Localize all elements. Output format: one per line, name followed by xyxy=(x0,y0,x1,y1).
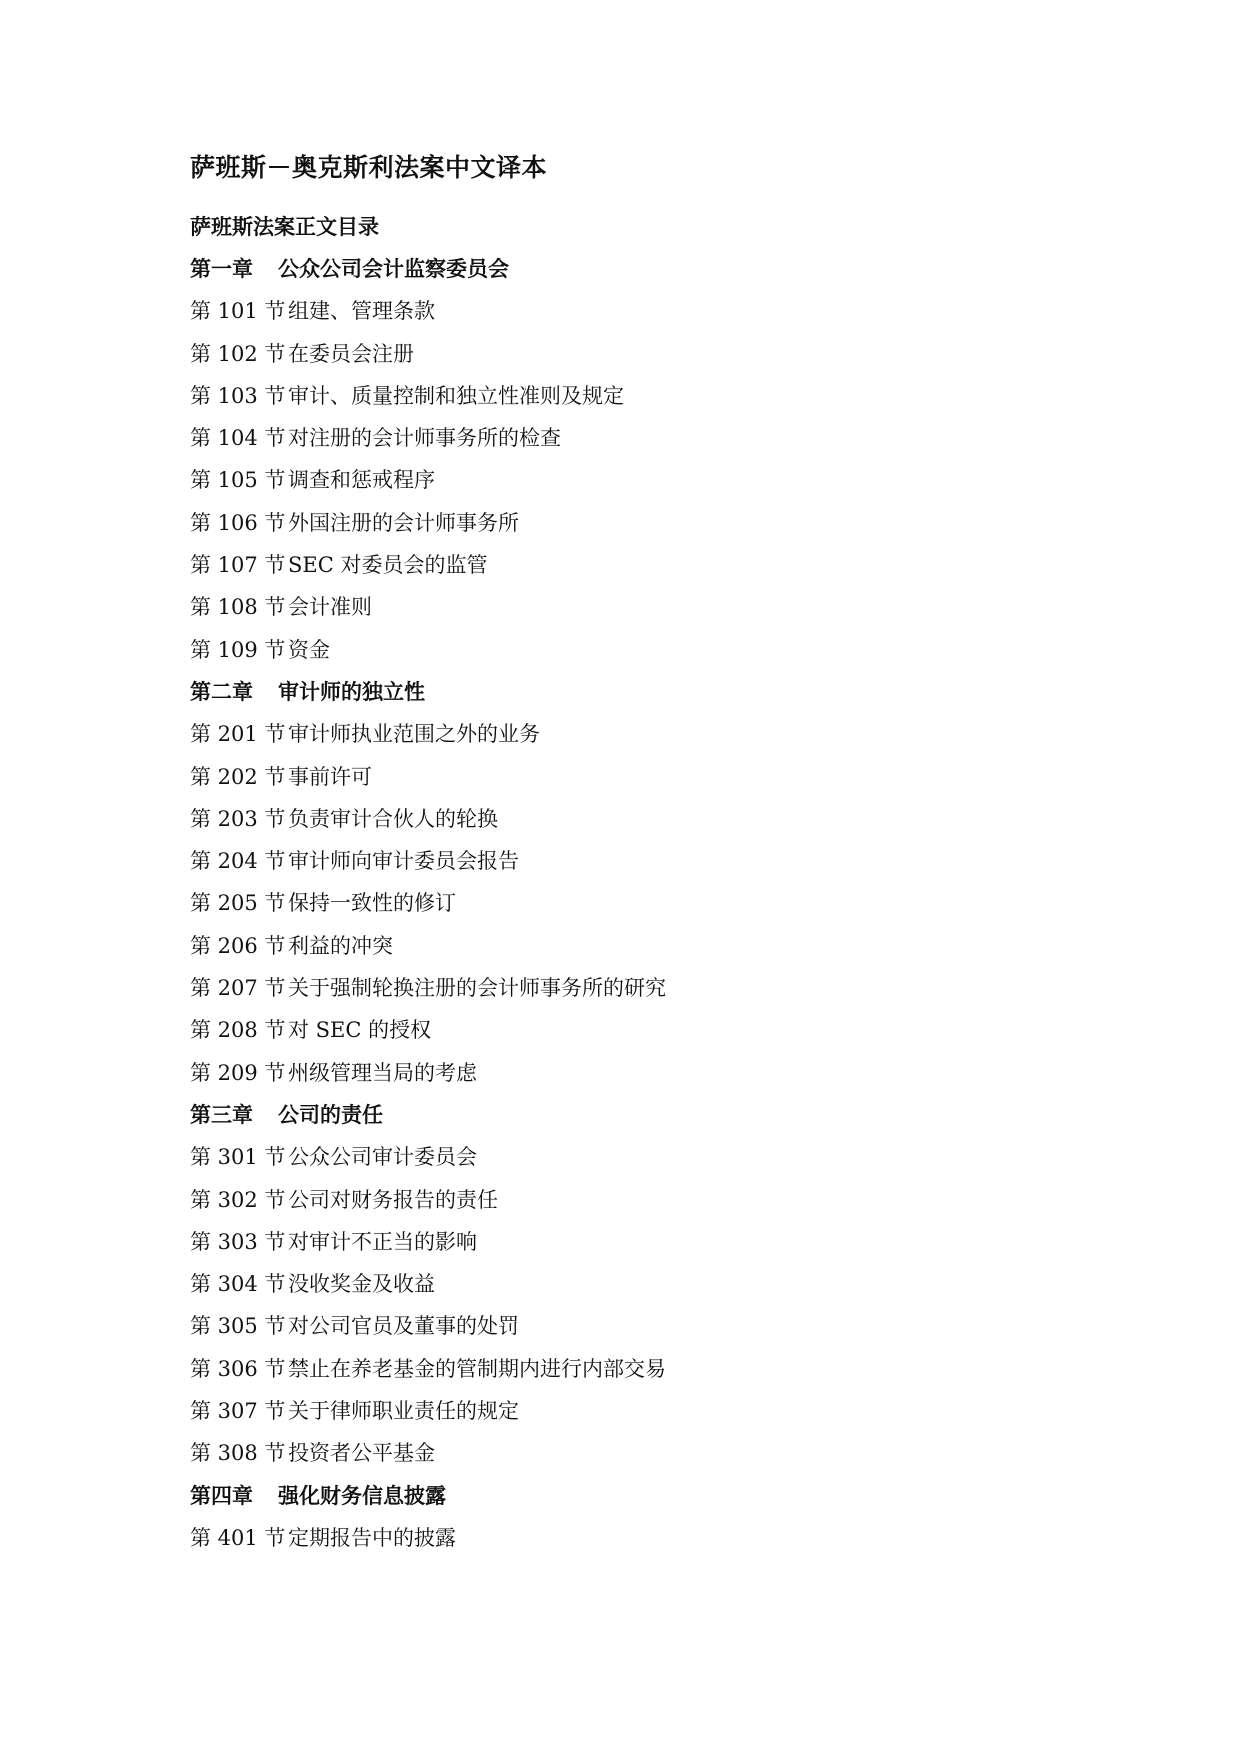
section-title: SEC 对委员会的监管 xyxy=(288,553,488,578)
toc-section-row xyxy=(190,290,1150,332)
section-title: 没收奖金及收益 xyxy=(288,1272,435,1297)
chapter-title: 审计师的独立性 xyxy=(278,679,425,704)
toc-section-row xyxy=(190,798,1150,840)
section-title: 禁止在养老基金的管制期内进行内部交易 xyxy=(288,1356,666,1381)
section-title: 保持一致性的修订 xyxy=(288,891,456,916)
section-number: 第 106 节 xyxy=(190,510,286,535)
section-number: 第 301 节 xyxy=(190,1145,286,1170)
section-title: 关于律师职业责任的规定 xyxy=(288,1399,519,1424)
toc-section-row xyxy=(190,629,1150,671)
chapter-number: 第一章 xyxy=(190,257,253,281)
section-title: 公司对财务报告的责任 xyxy=(288,1187,498,1212)
section-number: 第 305 节 xyxy=(190,1314,286,1339)
section-number: 第 104 节 xyxy=(190,426,286,451)
toc-section-row xyxy=(190,925,1150,967)
section-title: 事前许可 xyxy=(288,764,372,789)
section-number: 第 105 节 xyxy=(190,468,286,493)
toc-chapter-row xyxy=(190,248,1150,290)
toc-section-row xyxy=(190,756,1150,798)
toc-section-row xyxy=(190,1179,1150,1221)
toc-section-row xyxy=(190,882,1150,924)
section-number: 第 302 节 xyxy=(190,1187,286,1212)
section-title: 定期报告中的披露 xyxy=(288,1525,456,1550)
toc-section-row xyxy=(190,333,1150,375)
chapter-number: 第四章 xyxy=(190,1483,253,1508)
section-number: 第 208 节 xyxy=(190,1018,286,1043)
toc-section-row xyxy=(190,417,1150,459)
toc-section-row xyxy=(190,1263,1150,1305)
section-title: 关于强制轮换注册的会计师事务所的研究 xyxy=(288,976,666,1001)
section-title: 资金 xyxy=(288,637,330,662)
section-title: 外国注册的会计师事务所 xyxy=(288,510,519,535)
section-title: 对公司官员及董事的处罚 xyxy=(288,1314,519,1339)
toc-section-row xyxy=(190,544,1150,586)
section-title: 对 SEC 的授权 xyxy=(288,1018,432,1043)
toc-chapter-row xyxy=(190,1475,1150,1517)
toc-section-row xyxy=(190,586,1150,628)
section-number: 第 303 节 xyxy=(190,1229,286,1254)
chapter-title: 公司的责任 xyxy=(278,1102,383,1127)
section-number: 第 306 节 xyxy=(190,1356,286,1381)
section-number: 第 203 节 xyxy=(190,806,286,831)
toc-section-row xyxy=(190,1009,1150,1051)
section-title: 调查和惩戒程序 xyxy=(288,468,435,493)
section-title: 对注册的会计师事务所的检查 xyxy=(288,426,561,451)
toc-section-row xyxy=(190,1221,1150,1263)
toc-section-row xyxy=(190,375,1150,417)
toc-section-row xyxy=(190,459,1150,501)
section-number: 第 108 节 xyxy=(190,595,286,620)
section-number: 第 107 节 xyxy=(190,553,286,578)
chapter-title: 公众公司会计监察委员会 xyxy=(278,257,509,281)
section-title: 负责审计合伙人的轮换 xyxy=(288,806,498,831)
toc-section-row xyxy=(190,1432,1150,1474)
toc-list xyxy=(190,248,1150,1559)
toc-section-row xyxy=(190,713,1150,755)
document-page xyxy=(190,148,1150,1559)
section-number: 第 109 节 xyxy=(190,637,286,662)
chapter-title: 强化财务信息披露 xyxy=(278,1483,446,1508)
toc-section-row xyxy=(190,1136,1150,1178)
section-number: 第 101 节 xyxy=(190,299,286,324)
section-number: 第 206 节 xyxy=(190,933,286,958)
toc-section-row xyxy=(190,1348,1150,1390)
document-title: 萨班斯－奥克斯利法案中文译本 xyxy=(190,153,548,182)
section-number: 第 401 节 xyxy=(190,1525,286,1550)
section-number: 第 204 节 xyxy=(190,849,286,874)
section-title: 投资者公平基金 xyxy=(288,1441,435,1466)
section-number: 第 103 节 xyxy=(190,383,286,408)
section-number: 第 209 节 xyxy=(190,1060,286,1085)
toc-chapter-row xyxy=(190,1094,1150,1136)
section-title: 审计师执业范围之外的业务 xyxy=(288,722,540,747)
section-title: 会计准则 xyxy=(288,595,372,620)
section-title: 在委员会注册 xyxy=(288,341,414,366)
toc-section-row xyxy=(190,1517,1150,1559)
toc-section-row xyxy=(190,967,1150,1009)
toc-chapter-row xyxy=(190,671,1150,713)
section-title: 对审计不正当的影响 xyxy=(288,1229,477,1254)
toc-section-row xyxy=(190,1305,1150,1347)
section-number: 第 304 节 xyxy=(190,1272,286,1297)
section-title: 审计师向审计委员会报告 xyxy=(288,849,519,874)
toc-section-row xyxy=(190,840,1150,882)
toc-section-row xyxy=(190,1390,1150,1432)
section-title: 州级管理当局的考虑 xyxy=(288,1060,477,1085)
section-title: 组建、管理条款 xyxy=(288,299,435,324)
chapter-number: 第二章 xyxy=(190,679,253,704)
chapter-number: 第三章 xyxy=(190,1102,253,1127)
section-number: 第 201 节 xyxy=(190,722,286,747)
toc-heading: 萨班斯法案正文目录 xyxy=(190,215,379,239)
section-title: 利益的冲突 xyxy=(288,933,393,958)
section-number: 第 207 节 xyxy=(190,976,286,1001)
section-number: 第 307 节 xyxy=(190,1399,286,1424)
section-number: 第 308 节 xyxy=(190,1441,286,1466)
section-number: 第 205 节 xyxy=(190,891,286,916)
section-title: 公众公司审计委员会 xyxy=(288,1145,477,1170)
section-number: 第 202 节 xyxy=(190,764,286,789)
section-number: 第 102 节 xyxy=(190,341,286,366)
toc-section-row xyxy=(190,1052,1150,1094)
section-title: 审计、质量控制和独立性准则及规定 xyxy=(288,383,624,408)
toc-section-row xyxy=(190,502,1150,544)
